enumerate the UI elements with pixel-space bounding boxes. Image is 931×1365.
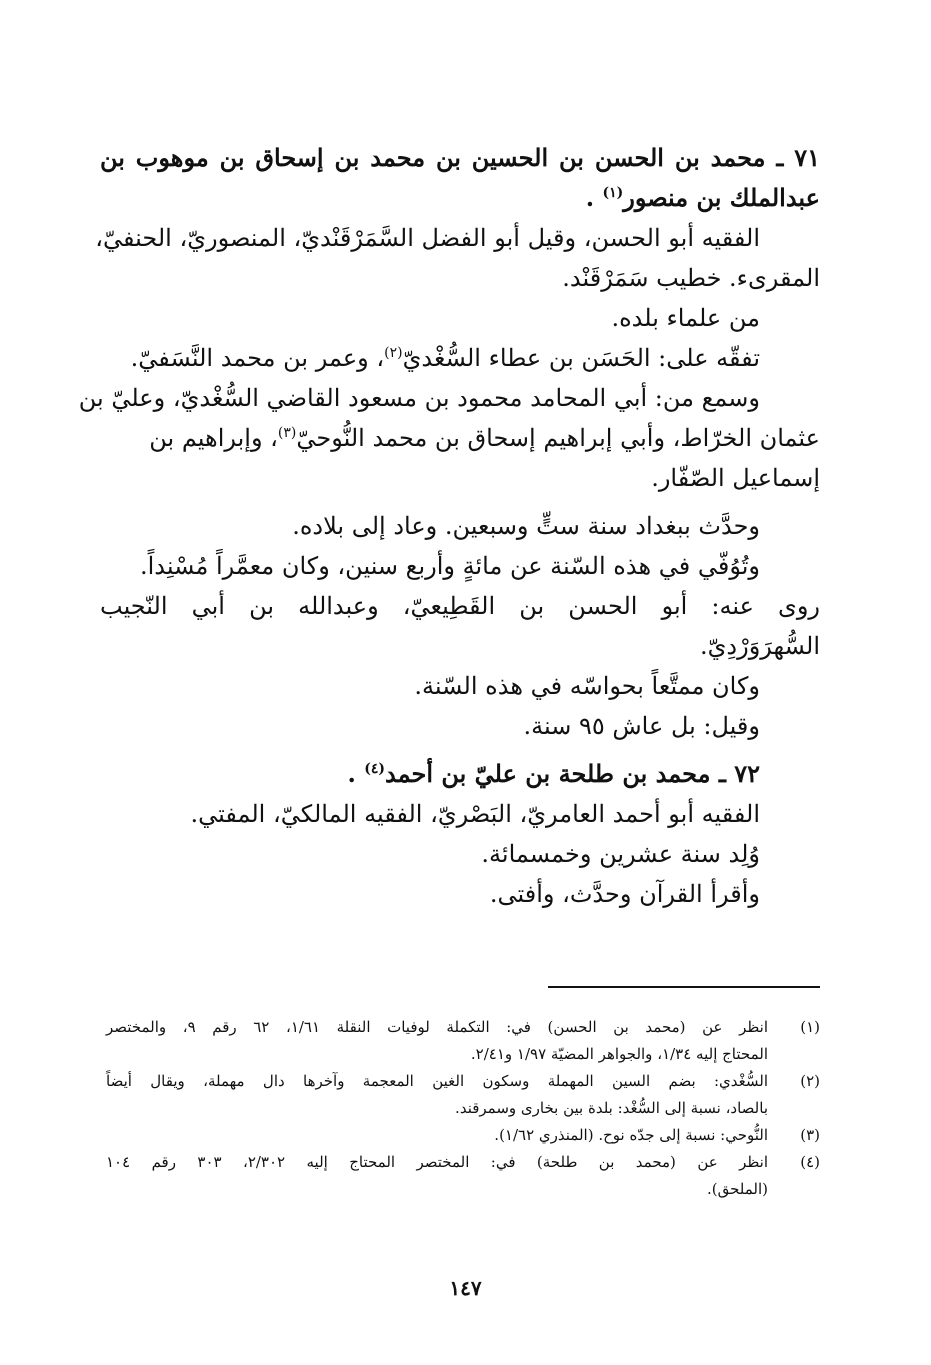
entry-71-paragraph-2: من علماء بلده. <box>611 304 760 332</box>
entry-71-paragraph-6: وتُوُفّي في هذه السّنة عن مائةٍ وأربع سنين، وكان معمَّراً مُسْنِداً. <box>139 552 760 580</box>
entry-71-paragraph-4-line-2 <box>100 418 820 458</box>
footnote-1 <box>106 1014 820 1068</box>
entry-71-paragraph-3-text-b: ، وعمر بن محمد النَّسَفيّ. <box>130 344 385 372</box>
entry-71-paragraph-1-line-2: المقرىء. خطيب سَمَرْقَنْد. <box>562 264 820 292</box>
entry-71-paragraph-8: وكان ممتَّعاً بحواسّه في هذه السّنة. <box>414 672 760 700</box>
entry-71-paragraph-7-line-2: السُّهرَوَرْدِيّ. <box>700 632 820 660</box>
footnote-ref-4[interactable]: (٤) <box>364 761 386 777</box>
entry-71-paragraph-3-text-a: تفقّه على: الحَسَن بن عطاء السُّغْديّ <box>402 344 760 372</box>
footnote-separator <box>548 986 820 988</box>
entry-72-paragraph-2: وُلِد سنة عشرين وخمسمائة. <box>481 840 760 868</box>
main-text <box>78 138 820 914</box>
footnote-1-number: (١) <box>800 1018 820 1036</box>
footnote-2-line-1: السُّغْدي: بضم السين المهملة وسكون الغين المعجمة وآخرها دال مهملة، ويقال أيضاً <box>106 1072 768 1090</box>
footnote-1-line-2: المحتاج إليه ١/٣٤، والجواهر المضيّة ١/٩٧ و٢/٤١. <box>470 1045 768 1063</box>
entry-71-heading-line-2 <box>100 178 820 218</box>
entry-71-paragraph-1-line-1: الفقيه أبو الحسن، وقيل أبو الفضل السَّمَرْقَنْديّ، المنصوريّ، الحنفيّ، <box>95 224 760 252</box>
entry-71-heading-end: . <box>585 183 595 212</box>
footnote-3-line-1: النُّوحي: نسبة إلى جدّه نوح. (المنذري ١/٦٢). <box>494 1126 768 1144</box>
footnote-4-number: (٤) <box>800 1153 820 1171</box>
entry-71-paragraph-4-text-b: ، وإبراهيم بن <box>149 424 278 452</box>
footnote-2-line-2: بالصاد، نسبة إلى السُّغْد: بلدة بين بخارى وسمرقند. <box>455 1099 768 1117</box>
entry-71-paragraph-4-text-a: عثمان الخرّاط، وأبي إبراهيم إسحاق بن محمد النُّوحيّ <box>296 424 820 452</box>
entry-72-heading-end: . <box>347 759 356 788</box>
footnote-3-body <box>106 1122 768 1149</box>
entry-72-heading-text: ٧٢ ـ محمد بن طلحة بن عليّ بن أحمد <box>385 759 760 788</box>
footnote-1-body <box>106 1014 768 1068</box>
entry-71-heading-text: عبدالملك بن منصور <box>623 183 820 212</box>
footnote-4-line-1: انظر عن (محمد بن طلحة) في: المختصر المحتاج إليه ٢/٣٠٢، ٣٠٣ رقم ١٠٤ <box>106 1153 769 1171</box>
footnote-3 <box>106 1122 820 1149</box>
footnote-2-number: (٢) <box>800 1072 820 1090</box>
entry-71-paragraph-9: وقيل: بل عاش ٩٥ سنة. <box>523 712 760 740</box>
footnote-4 <box>106 1149 820 1203</box>
footnote-2 <box>106 1068 820 1122</box>
footnote-ref-1[interactable]: (١) <box>602 185 624 201</box>
entry-71-paragraph-4-line-1: وسمع من: أبي المحامد محمود بن مسعود القاضي السُّغْديّ، وعليّ بن <box>78 384 760 412</box>
entry-71-heading-line-1: ٧١ ـ محمد بن الحسن بن الحسين بن محمد بن إسحاق بن موهوب بن <box>100 143 820 172</box>
entry-72-paragraph-1: الفقيه أبو أحمد العامريّ، البَصْريّ، الفقيه المالكيّ، المفتي. <box>190 800 760 828</box>
entry-71-paragraph-7-line-1: روى عنه: أبو الحسن بن القَطِيعيّ، وعبدالله بن أبي النّجيب <box>100 592 820 620</box>
footnote-4-body <box>106 1149 768 1203</box>
entry-71-paragraph-5: وحدَّث ببغداد سنة ستٍّ وسبعين. وعاد إلى بلاده. <box>292 512 760 540</box>
footnotes <box>106 1014 820 1203</box>
entry-71-paragraph-4-line-3: إسماعيل الصّفّار. <box>651 464 820 492</box>
footnote-ref-3[interactable]: (٣) <box>277 425 297 441</box>
footnote-1-line-1: انظر عن (محمد بن الحسن) في: التكملة لوفيات النقلة ١/٦١، ٦٢ رقم ٩، والمختصر <box>106 1018 768 1036</box>
footnote-ref-2[interactable]: (٢) <box>384 345 403 361</box>
entry-72-heading <box>100 754 820 794</box>
footnote-3-number: (٣) <box>800 1126 820 1144</box>
entry-71-paragraph-3 <box>100 338 820 378</box>
entry-72-paragraph-3: وأقرأ القرآن وحدَّث، وأفتى. <box>489 880 760 908</box>
footnote-4-line-2: (الملحق). <box>706 1180 768 1198</box>
page-number: ١٤٧ <box>449 1276 482 1300</box>
footnote-2-body <box>106 1068 768 1122</box>
